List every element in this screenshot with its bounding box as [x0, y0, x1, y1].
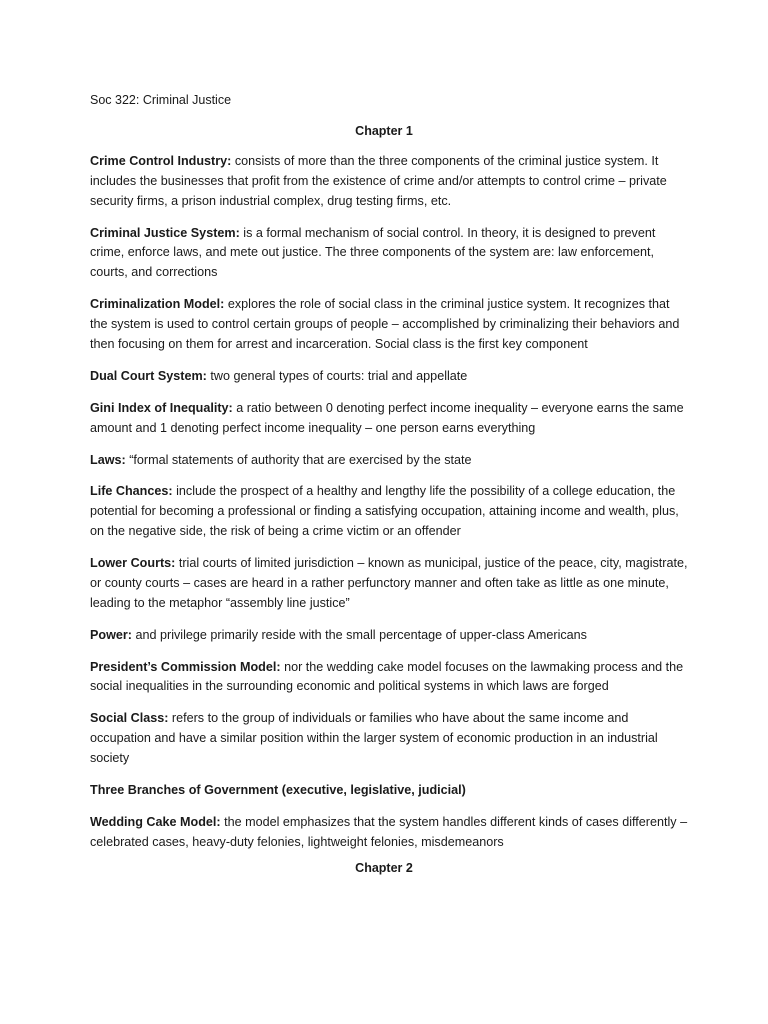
glossary-entry [90, 399, 690, 439]
glossary-entry [90, 658, 690, 698]
glossary-entry [90, 709, 690, 768]
glossary-definition: two general types of courts: trial and appellate [206, 368, 468, 383]
glossary-definition: refers to the group of individuals or families who have about the same income and occupation and have a similar position within the larger system of economic production in an industrial society [90, 711, 658, 765]
glossary-term: Power: [90, 627, 132, 642]
glossary-definition: trial courts of limited jurisdiction – known as municipal, justice of the peace, city, magistrate, or county courts – cases are heard in a rather perfunctory manner and often take as little as one minute, leading to the metaphor “assembly line justice” [90, 556, 688, 610]
glossary-entry [90, 224, 690, 283]
glossary-definition: explores the role of social class in the criminal justice system. It recognizes that the system is used to control certain groups of people – accomplished by criminalizing their behaviors and then focusing on them for arrest and incarceration. Social class is the first key component [90, 297, 680, 351]
glossary-definition: and privilege primarily reside with the small percentage of upper-class Americans [132, 627, 587, 642]
document-title: Soc 322: Criminal Justice [90, 93, 232, 107]
glossary-term: Gini Index of Inequality: [90, 400, 233, 415]
glossary-entry [90, 295, 690, 354]
glossary-term: Life Chances: [90, 484, 173, 499]
glossary-definition: consists of more than the three components of the criminal justice system. It includes the businesses that profit from the existence of crime and/or attempts to control crime – private security firms, a prison industrial complex, drug testing firms, etc. [90, 154, 667, 208]
glossary-entry [90, 554, 690, 613]
glossary-term: Social Class: [90, 711, 169, 726]
glossary-definition: a ratio between 0 denoting perfect income inequality – everyone earns the same amount and 1 denoting perfect income inequality – one person earns everything [90, 400, 684, 435]
glossary-list [90, 152, 690, 865]
glossary-entry [90, 367, 690, 387]
glossary-term: Criminalization Model: [90, 297, 225, 312]
glossary-term: Criminal Justice System: [90, 225, 240, 240]
glossary-entry [90, 626, 690, 646]
glossary-term: Three Branches of Government (executive, legislative, judicial) [90, 782, 466, 797]
glossary-term: Wedding Cake Model: [90, 814, 221, 829]
glossary-term: Lower Courts: [90, 556, 176, 571]
glossary-definition: include the prospect of a healthy and lengthy life the possibility of a college education, the potential for becoming a professional or finding a satisfying occupation, attaining income and wealth, plus, on the negative side, the risk of being a crime victim or an offender [90, 484, 679, 539]
chapter-1-heading: Chapter 1 [355, 124, 413, 138]
glossary-term: President’s Commission Model: [90, 659, 281, 674]
glossary-term: Dual Court System: [90, 368, 207, 383]
glossary-definition: is a formal mechanism of social control. In theory, it is designed to prevent crime, enforce laws, and mete out justice. The three components of the system are: law enforcement, courts, and corrections [90, 225, 656, 280]
chapter-2-heading: Chapter 2 [355, 861, 413, 875]
glossary-definition: the model emphasizes that the system handles different kinds of cases differently – celebrated cases, heavy-duty felonies, lightweight felonies, misdemeanors [90, 814, 688, 849]
glossary-entry [90, 482, 690, 541]
glossary-definition: “formal statements of authority that are exercised by the state [125, 452, 472, 467]
glossary-entry [90, 152, 690, 211]
glossary-definition: nor the wedding cake model focuses on the lawmaking process and the social inequalities in the surrounding economic and political systems in which laws are forged [90, 659, 684, 694]
glossary-entry [90, 451, 690, 471]
glossary-term: Crime Control Industry: [90, 154, 232, 168]
glossary-entry [90, 781, 690, 801]
glossary-entry [90, 813, 690, 853]
glossary-term: Laws: [90, 452, 126, 467]
